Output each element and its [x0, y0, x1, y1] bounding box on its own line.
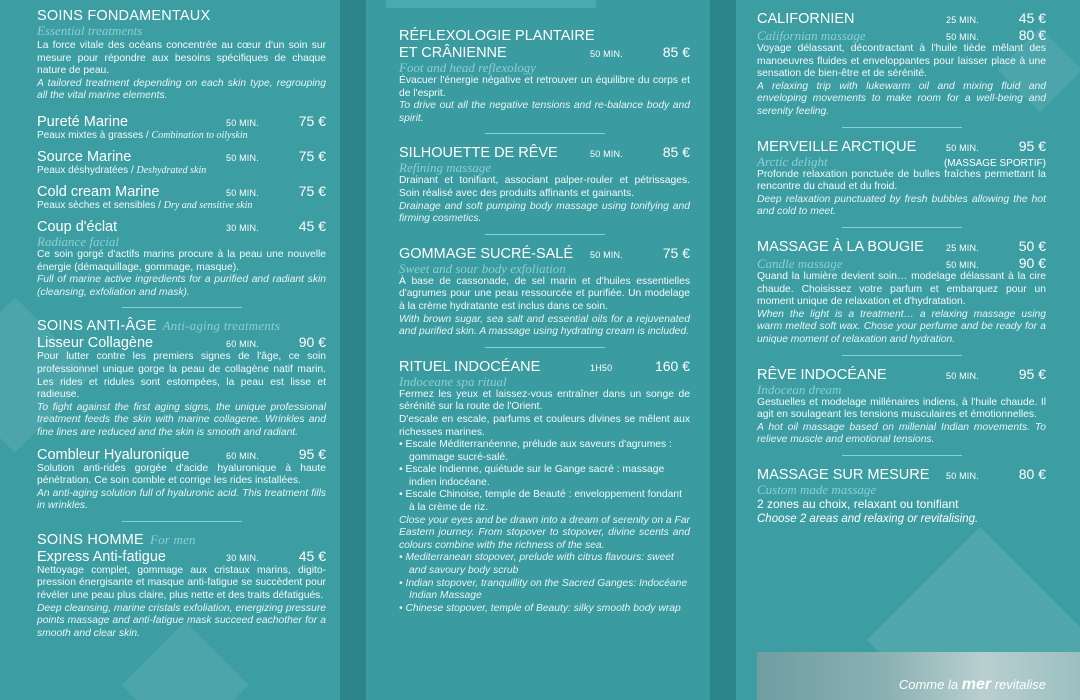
tagline-emphasis: mer: [961, 676, 992, 693]
section-divider: [485, 347, 605, 348]
bullet-item: • Escale Indienne, quiétude sur le Gange sacré : massage indien indocéane.: [399, 464, 665, 488]
treatment-name: MASSAGE À LA BOUGIE: [757, 238, 924, 255]
treatment-duration: 50 MIN.: [590, 149, 623, 160]
treatment-tag: (MASSAGE SPORTIF): [943, 157, 1046, 169]
treatment-desc-en: Deep relaxation punctuated by fresh bubbles allowing the hot and cold to meet.: [757, 193, 1046, 218]
treatment-desc-fr: Ce soin gorgé d'actifs marins procure à la peau une nouvelle énergie (démaquillage, gommage, masque).: [37, 248, 326, 273]
treatment-subtitle: Candle massage: [757, 255, 843, 271]
treatment-desc-en: Deep cleansing, marine cristals exfoliation, energizing pressure points massage and anti-fatigue mask succeed eachother for a smooth and clear skin.: [37, 602, 326, 639]
section-divider: [842, 227, 962, 228]
section-soins-fondamentaux: [37, 8, 326, 299]
treatment-duration: 50 MIN.: [226, 152, 259, 163]
treatment-desc-fr: Évacuer l'énergie négative et retrouver un équilibre du corps et de l'esprit.: [399, 75, 690, 99]
bullet-item-en: • Chinese stopover, temple of Beauty: silky smooth body wrap: [399, 602, 681, 614]
section-divider: [842, 455, 962, 456]
section-divider: [485, 133, 605, 134]
treatment-desc-fr: Solution anti-rides gorgée d'acide hyaluronique à haute pénétration. Ce soin comble et corrige les rides installées.: [37, 462, 326, 487]
treatment-name: SILHOUETTE DE RÊVE: [399, 145, 558, 162]
menu-column-right: [736, 0, 1080, 700]
treatment-duration: 50 MIN.: [946, 142, 979, 153]
treatment-price: 95 €: [298, 445, 326, 462]
treatment-duration: 50 MIN.: [946, 32, 979, 42]
treatment-desc-en: To fight against the first aging signs, the unique professional treatment feeds the skin with marine collagene. Wrinkles and fine lines are reduced and the skin is smooth and radiant.: [37, 401, 326, 438]
section-anti-age: [37, 318, 326, 513]
treatment-price: 45 €: [298, 217, 326, 234]
section-homme: [37, 532, 326, 641]
treatment-item: [37, 446, 326, 513]
treatment-price: 85 €: [662, 44, 690, 60]
treatment-desc-fr: Quand la lumière devient soin… modelage délassant à la cire chaude. Choisissez votre parfum et embarquez pour un moment unique de relaxation et d'hydratation.: [757, 270, 1046, 308]
treatment-subtitle: Foot and head reflexology: [399, 60, 537, 75]
section-title: SOINS ANTI-ÂGE Anti-aging treatments: [37, 318, 281, 335]
treatment-merveille: [757, 138, 1046, 219]
treatment-californien: [757, 10, 1046, 119]
treatment-reve: [757, 366, 1046, 447]
treatment-price: 75 €: [662, 244, 690, 261]
treatment-bougie: [757, 238, 1046, 347]
treatment-desc-fr: Nettoyage complet, gommage aux cristaux marins, digito-pression énergisante et masque anti-fatigue se succèdent pour révéler une peau plus claire, plus nette et des traits défatigués.: [37, 564, 326, 602]
intro-en: A tailored treatment depending on each skin type, regrouping all the vital marine elements.: [37, 77, 326, 102]
treatment-subtitle: Radiance facial: [37, 233, 119, 249]
section-subtitle: For men: [149, 531, 196, 547]
treatment-desc-fr: Voyage délassant, décontractant à l'huile tiède mêlant des manoeuvres fluides et enveloppantes pour laisser place à une sensation de bien-être et de sérénité.: [757, 43, 1046, 80]
treatment-desc-en: Combination to oilyskin: [151, 129, 248, 141]
treatment-name: MASSAGE SUR MESURE: [757, 466, 930, 483]
treatment-item: [37, 218, 326, 299]
treatment-item: [37, 548, 326, 641]
treatment-desc-fr: Pour lutter contre les premiers signes de l'âge, ce soin professionnel unique gorge la peau de collagène natif marin. Les rides et ridules sont estompées, la peau est lisse et radieuse.: [37, 351, 326, 401]
treatment-desc-fr: 2 zones au choix, relaxant ou tonifiant: [757, 496, 959, 511]
bullet-item-en: • Indian stopover, tranquillity on the Sacred Ganges: Indocéane Indian Massage: [399, 577, 688, 602]
treatment-name: Pureté Marine: [37, 113, 129, 130]
treatment-silhouette: [399, 144, 690, 225]
treatment-name: CALIFORNIEN: [757, 11, 855, 27]
treatment-subtitle: Californian massage: [757, 28, 866, 43]
section-divider: [842, 127, 962, 128]
treatment-subtitle: Indocean dream: [757, 381, 842, 397]
treatment-name: Express Anti-fatigue: [37, 548, 166, 565]
treatment-duration: 50 MIN.: [946, 370, 979, 381]
treatment-desc-fr: Peaux déshydratées /: [37, 164, 137, 176]
treatment-desc-fr: Profonde relaxation ponctuée de bulles fraîches permettant la rencontre du chaud et du froid.: [757, 168, 1046, 193]
treatment-name: RÊVE INDOCÉANE: [757, 366, 887, 383]
treatment-price: 45 €: [298, 547, 326, 564]
treatment-subtitle: Sweet and sour body exfoliation: [399, 260, 566, 276]
treatment-desc-fr: Peaux sèches et sensibles /: [37, 199, 164, 211]
treatment-item: [37, 334, 326, 439]
treatment-desc-en: Choose 2 areas and relaxing or revitalising.: [757, 512, 979, 525]
treatment-subtitle: Custom made massage: [757, 481, 877, 497]
treatment-name: MERVEILLE ARCTIQUE: [757, 138, 917, 155]
treatment-duration: 25 MIN.: [946, 15, 979, 25]
tagline: Comme la mer revitalise: [898, 676, 1046, 693]
treatment-desc-en: A relaxing trip with lukewarm oil and mixing fluid and enveloping movements to make room for a well-being and serenity feeling.: [757, 80, 1046, 117]
treatment-name: Cold cream Marine: [37, 183, 160, 200]
treatment-item: [37, 113, 326, 142]
menu-column-middle: [366, 0, 710, 700]
treatment-desc-en: With brown sugar, sea salt and essential oils for a rejuvenated and purified skin. A massage using hydrating cream is included.: [399, 313, 690, 338]
bullet-item: • Escale Méditerranéenne, prélude aux saveurs d'agrumes : gommage sucré-salé.: [399, 439, 672, 463]
treatment-duration: 50 MIN.: [226, 117, 259, 128]
treatment-price: 50 €: [1018, 237, 1046, 254]
treatment-name: RITUEL INDOCÉANE: [399, 358, 541, 375]
treatment-price: 75 €: [298, 182, 326, 199]
treatment-name: Combleur Hyaluronique: [37, 446, 190, 463]
treatment-price: 90 €: [298, 334, 326, 351]
treatment-desc-fr: Gestuelles et modelage millénaires indiens, à l'huile chaude. Il agit en soulageant les tensions musculaires et émotionnelles.: [757, 396, 1046, 421]
treatment-desc-fr: À base de cassonade, de sel marin et d'huiles essentielles d'agrumes pour une peau ressourcée et purifiée. Un modelage à la crème hydratante est inclus dans ce soin.: [399, 275, 690, 312]
treatment-duration: 25 MIN.: [946, 242, 979, 253]
section-title: SOINS HOMME For men: [37, 531, 196, 548]
treatment-price: 95 €: [1018, 365, 1046, 382]
treatment-subtitle: Refining massage: [399, 160, 492, 176]
sea-photo: [757, 652, 1080, 700]
treatment-name: GOMMAGE SUCRÉ-SALÉ: [399, 245, 574, 262]
treatment-price: 75 €: [298, 112, 326, 129]
treatment-price: 80 €: [1018, 27, 1046, 43]
bullet-item: • Escale Chinoise, temple de Beauté : enveloppement fondant à la crème de riz.: [399, 489, 682, 514]
treatment-price: 85 €: [662, 144, 690, 161]
treatment-mesure: [757, 466, 1046, 526]
bullet-item-en: • Mediterranean stopover, prelude with citrus flavours: sweet and savoury body scrub: [399, 552, 674, 577]
treatment-name-line2: ET CRÂNIENNE: [399, 45, 507, 61]
section-title: SOINS FONDAMENTAUX: [37, 8, 211, 24]
treatment-desc-en: Dry and sensitive skin: [163, 199, 253, 211]
treatment-duration: 30 MIN.: [226, 222, 259, 233]
treatment-gommage: [399, 245, 690, 339]
treatment-desc-fr-2: D'escale en escale, parfums et couleurs divines se mêlent aux richesses marines.: [399, 413, 690, 438]
treatment-duration: 30 MIN.: [226, 552, 259, 563]
treatment-price: 160 €: [654, 357, 690, 374]
treatment-duration: 50 MIN.: [226, 187, 259, 198]
treatment-duration: 50 MIN.: [590, 249, 623, 260]
treatment-item: [37, 183, 326, 212]
treatment-price: 90 €: [1018, 254, 1046, 271]
treatment-desc-en: To drive out all the negative tensions and re-balance body and spirit.: [399, 100, 690, 124]
treatment-desc-en: An anti-aging solution full of hyaluronic acid. This treatment fills in wrinkles.: [37, 487, 326, 512]
treatment-price: 95 €: [1018, 137, 1046, 154]
treatment-desc-en: Deshydrated skin: [136, 164, 207, 176]
menu-column-left: [0, 0, 340, 700]
treatment-desc-en: A hot oil massage based on millenial Indian movements. To relieve muscle and emotional tensions.: [757, 421, 1046, 446]
section-divider: [122, 307, 242, 308]
treatment-subtitle: Indoceane spa ritual: [399, 373, 507, 389]
section-divider: [485, 234, 605, 235]
treatment-duration: 60 MIN.: [226, 339, 259, 350]
treatment-duration: 1H50: [590, 362, 613, 373]
treatment-desc-en: Full of marine active ingredients for a purified and radiant skin (cleansing, exfoliation and mask).: [37, 274, 326, 298]
treatment-name: Lisseur Collagène: [37, 335, 154, 352]
decorative-tab: [386, 0, 596, 8]
treatment-duration: 50 MIN.: [946, 259, 979, 270]
treatment-item: [37, 148, 326, 177]
column-divider: [710, 0, 736, 700]
treatment-price: 80 €: [1018, 465, 1046, 482]
intro-fr: La force vitale des océans concentrée au cœur d'un soin sur mesure pour répondre aux besoins spécifiques de chaque nature de peau.: [37, 40, 326, 77]
treatment-subtitle: Arctic delight: [757, 153, 828, 169]
treatment-price: 75 €: [298, 147, 326, 164]
treatment-rituel: [399, 358, 690, 616]
treatment-duration: 50 MIN.: [946, 470, 979, 481]
treatment-desc-en: Drainage and soft pumping body massage using tonifying and firming cosmetics.: [399, 200, 690, 225]
treatment-name: Source Marine: [37, 148, 132, 165]
treatment-reflexologie: [399, 28, 690, 125]
treatment-duration: 50 MIN.: [590, 49, 623, 59]
section-divider: [122, 521, 242, 522]
column-divider: [340, 0, 366, 700]
treatment-name: RÉFLEXOLOGIE PLANTAIRE: [399, 28, 595, 44]
treatment-desc-en: Close your eyes and be drawn into a dream of serenity on a Far Eastern journey. From stopover to stopover, divine scents and colours combine with the richness of the sea.: [399, 514, 690, 551]
treatment-desc-fr: Drainant et tonifiant, associant palper-rouler et pétrissages. Soin réalisé avec des produits affinants et gainants.: [399, 175, 690, 199]
section-subtitle: Essential treatments: [37, 23, 143, 38]
treatment-desc-en: When the light is a treatment… a relaxing massage using warm melted soft wax. Chose your perfume and be ready for a unique moment of relaxation and hydration.: [757, 308, 1046, 345]
treatment-name: Coup d'éclat: [37, 218, 118, 235]
treatment-price: 45 €: [1018, 10, 1046, 26]
section-divider: [842, 355, 962, 356]
section-subtitle: Anti-aging treatments: [162, 318, 281, 334]
treatment-desc-fr: Peaux mixtes à grasses /: [37, 129, 152, 141]
treatment-duration: 60 MIN.: [226, 450, 259, 461]
treatment-desc-fr: Fermez les yeux et laissez-vous entraîner dans un songe de sérénité sur la route de l'Orient.: [399, 388, 690, 413]
